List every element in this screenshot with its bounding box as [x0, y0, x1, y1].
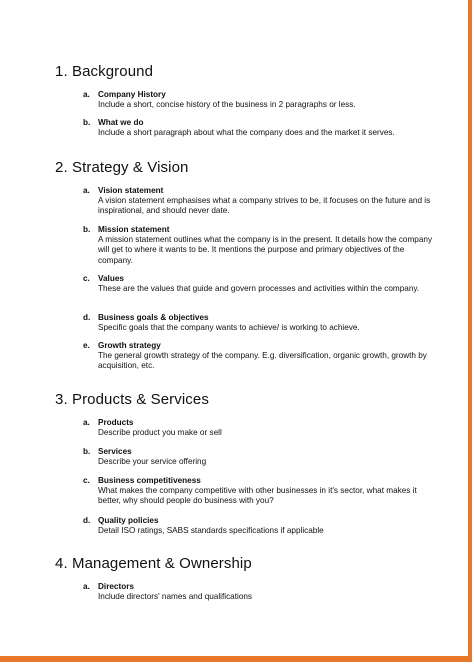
item-description: Detail ISO ratings, SABS standards specifications if applicable	[98, 526, 324, 536]
item-description: Include directors' names and qualifications	[98, 592, 253, 602]
item-heading: Mission statement	[98, 225, 170, 234]
item-description: These are the values that guide and govern processes and activities within the company.	[98, 284, 420, 294]
item-heading: Company History	[98, 90, 166, 99]
section-title-background: 1. Background	[55, 63, 154, 80]
section-title-management-ownership: 4. Management & Ownership	[55, 555, 252, 572]
item-letter: a.	[83, 186, 90, 195]
item-heading: Directors	[98, 582, 134, 591]
item-letter: a.	[83, 90, 90, 99]
item-heading: Products	[98, 418, 134, 427]
item-letter: c.	[83, 476, 90, 485]
item-letter: d.	[83, 313, 91, 322]
item-description: What makes the company competitive with other businesses in it's sector, what makes it better, why should people do business with you?	[98, 486, 417, 506]
item-heading: Services	[98, 447, 132, 456]
item-description: Include a short paragraph about what the company does and the market it serves.	[98, 128, 395, 138]
item-heading: Business competitiveness	[98, 476, 201, 485]
item-description: A vision statement emphasises what a company strives to be, it focuses on the future and is inspirational, and should never date.	[98, 196, 431, 216]
item-letter: b.	[83, 118, 91, 127]
item-letter: e.	[83, 341, 90, 350]
item-letter: a.	[83, 582, 90, 591]
item-heading: Business goals & objectives	[98, 313, 209, 322]
item-letter: b.	[83, 225, 91, 234]
item-letter: c.	[83, 274, 90, 283]
item-letter: d.	[83, 516, 91, 525]
item-heading: Quality policies	[98, 516, 159, 525]
item-heading: Vision statement	[98, 186, 164, 195]
section-title-strategy-vision: 2. Strategy & Vision	[55, 159, 189, 176]
section-title-products-services: 3. Products & Services	[55, 391, 209, 408]
item-heading: Values	[98, 274, 124, 283]
item-description: The general growth strategy of the company. E.g. diversification, organic growth, growth by acquisition, etc.	[98, 351, 427, 371]
item-description: A mission statement outlines what the company is in the present. It details how the company will get to where it wants to be. It mentions the purpose and primary objectives of the company.	[98, 235, 433, 265]
item-letter: b.	[83, 447, 91, 456]
item-heading: Growth strategy	[98, 341, 161, 350]
item-letter: a.	[83, 418, 90, 427]
item-description: Describe product you make or sell	[98, 428, 222, 438]
item-description: Describe your service offering	[98, 457, 207, 467]
item-description: Specific goals that the company wants to achieve/ is working to achieve.	[98, 323, 360, 333]
item-description: Include a short, concise history of the business in 2 paragraphs or less.	[98, 100, 356, 110]
item-heading: What we do	[98, 118, 144, 127]
